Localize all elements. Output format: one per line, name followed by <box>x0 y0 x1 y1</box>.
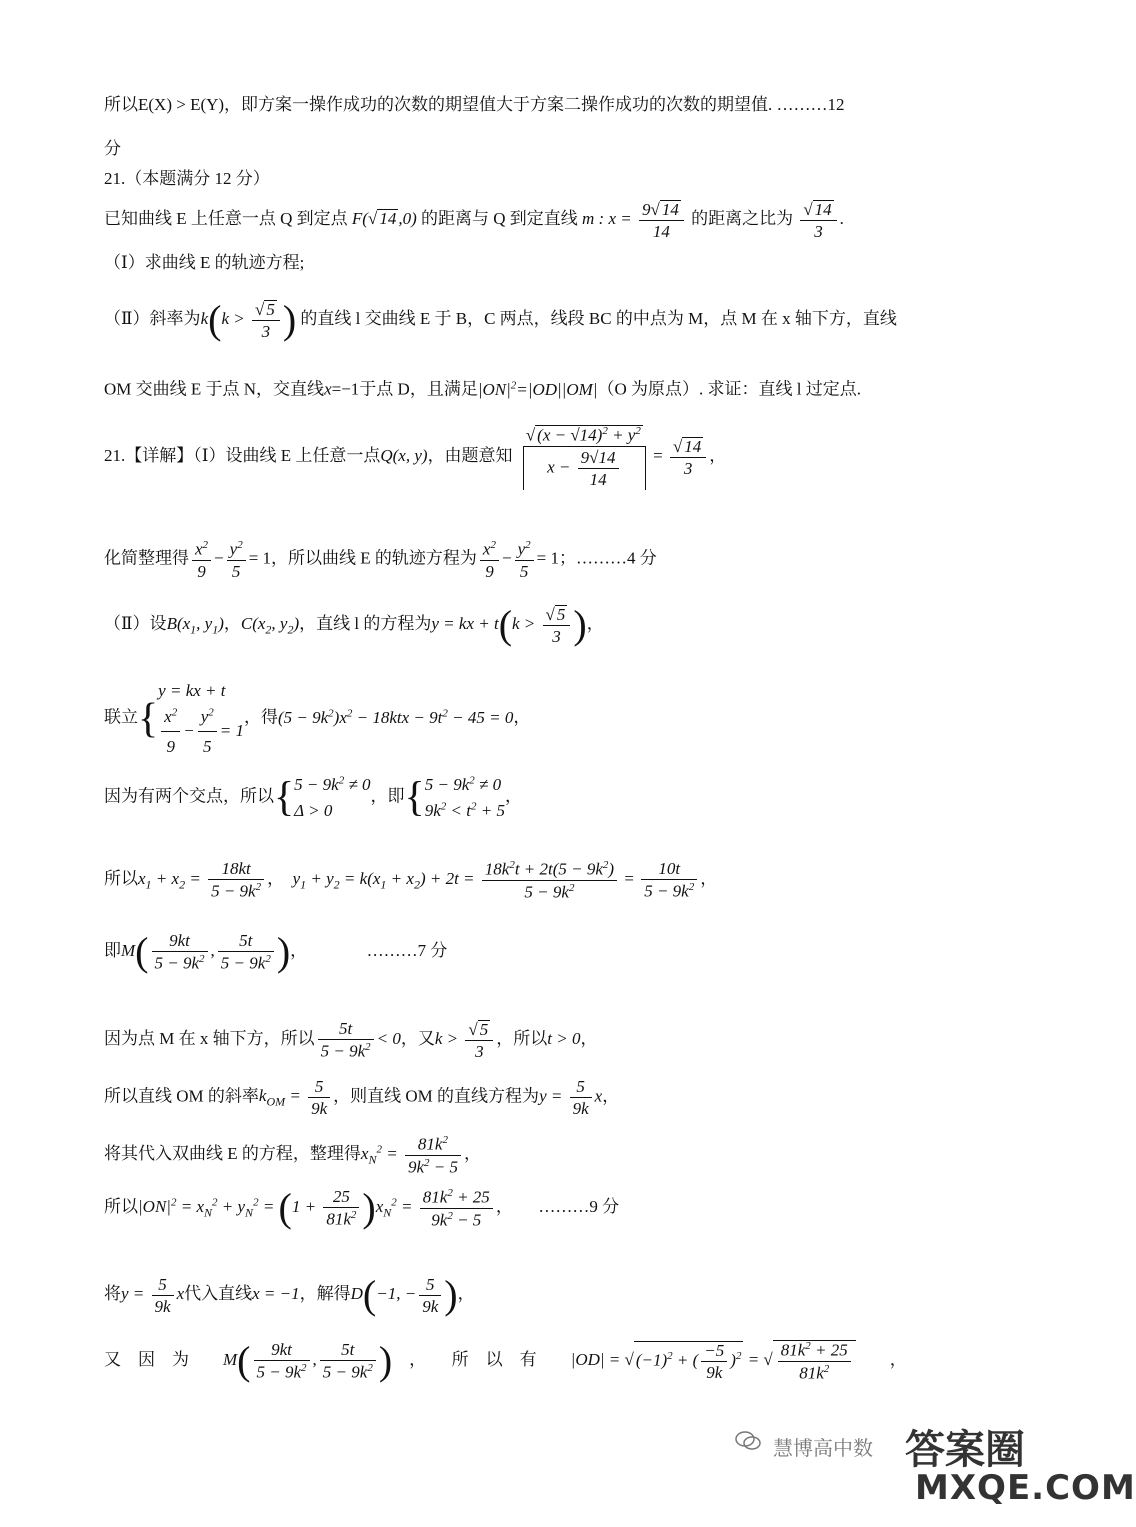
watermark-account: 慧博高中数 <box>773 1436 873 1460</box>
solution-head: 21.【详解】（Ⅰ）设曲线 E 上任意一点Q(x, y)，由题意知 √ $(x - √14)^2 + y^2$ x − $\frac{9√14}{14}$ = $\frac{√ 14}{3}$ ， <box>104 425 727 489</box>
od-line: 又 因 为 M( $\frac{9kt}{5 - 9k^2}$ , $\frac{5t}{5 - 9k^2}$ ) ， 所 以 有 |OD| = √ $(-1)^2$ + ( $\frac{-5}{9k}$ )$^2$ = √ $\frac{81k^2 + 25}{81k^2}$ ， <box>104 1338 907 1384</box>
wechat-icon <box>735 1430 763 1452</box>
distance-ratio-frac: √ $(x - √14)^2 + y^2$ x − $\frac{9√14}{14}$ <box>523 425 646 490</box>
substitute-line: 将其代入双曲线 E 的方程，整理得$x_N^2$ = $\frac{81k^2}{9k^2 - 5}$ ， <box>104 1134 481 1177</box>
below-axis-line: 因为点 M 在 x 轴下方，所以 $\frac{5t}{5 - 9k^2}$ < 0，又k > $\frac{√ 5}{3}$ ，所以t > 0， <box>104 1019 598 1061</box>
problem-statement: 已知曲线 E 上任意一点 Q 到定点 F(√ 14 ,0) 的距离与 Q 到定直线 m : x = $\frac{9√ 14}{14}$ 的距离之比为 $\frac{√ 14}{3}$ . <box>104 200 844 241</box>
conclusion-line-cont: 分 <box>104 139 121 158</box>
watermark-logo: 答案圈 <box>905 1427 1025 1473</box>
watermark <box>735 1420 1136 1527</box>
part2-line1: （Ⅱ）斜率为k(k > $\frac{√ 5}{3}$ ) 的直线 l 交曲线 E 于 B，C 两点，线段 BC 的中点为 M，点 M 在 x 轴下方，直线 <box>104 297 897 342</box>
sum-line: 所以$x_1 + x_2$ = $\frac{18kt}{5 - 9k^2}$ ， $y_1 + y_2 = k(x_1 + x_2) + 2t$ = $\frac{18k^2t + 2t(5 - 9k^2)}{5 - 9k^2}$ = $\frac{10t}{5 - 9k^2}$ ， <box>104 859 718 902</box>
problem-header: 21.（本题满分 12 分） <box>104 169 270 188</box>
part1: （Ⅰ）求曲线 E 的轨迹方程; <box>104 253 305 272</box>
two-points-line: 因为有两个交点，所以{ $5 - 9k^2 \ne 0$ Δ > 0 ，即{ $5 - 9k^2 \ne 0$ $9k^2 < t^2 + 5$ ， <box>104 774 522 821</box>
line-m: m : x = <box>582 208 636 228</box>
slope-line: 所以直线 OM 的斜率$k_{OM}$ = $\frac{5}{9k}$ ，则直线 OM 的直线方程为y = $\frac{5}{9k}$ x， <box>104 1077 620 1118</box>
simplify-line: 化简整理得 $\frac{x^2}{9}$ − $\frac{y^2}{5}$ = 1，所以曲线 E 的轨迹方程为 $\frac{x^2}{9}$ − $\frac{y^2}{5}$ = 1；………4 分 <box>104 539 657 581</box>
frac-sqrt5-3: $\frac{√ 5}{3}$ <box>252 300 280 340</box>
part2-setup: （Ⅱ）设$B(x_1$, $y_1$)，$C(x_2$, $y_2$)，直线 l 的方程为y = kx + t(k > $\frac{√ 5}{3}$ )， <box>104 602 604 647</box>
conclusion-text: 所以E(X) > E(Y)，即方案一操作成功的次数的期望值大于方案二操作成功的次数的期望值. ………12 <box>104 95 845 114</box>
frac-9sqrt14-14: $\frac{9√ 14}{14}$ <box>639 200 684 240</box>
frac-sqrt14-3: $\frac{√ 14}{3}$ <box>800 200 836 240</box>
d-point-line: 将y = $\frac{5}{9k}$ x代入直线x = −1，解得D(−1, − $\frac{5}{9k}$ )， <box>104 1272 475 1317</box>
lianli-line: 联立{ y = kx + t $\frac{x^2}{9}$ − $\frac{y^2}{5}$ = 1 ，得$(5 - 9k^2)x^2 - 18ktx - 9t^2 - 45 = 0$， <box>104 681 531 756</box>
conclusion-line <box>104 96 845 113</box>
point-f: F(√ 14 ,0) <box>351 208 417 228</box>
watermark-site: MXQE.COM <box>915 1468 1136 1508</box>
part2-line2: OM 交曲线 E 于点 N，交直线x=−1于点 D，且满足$|ON|^2=|OD||OM|(O$ 为原点）. 求证：直线 l 过定点. <box>104 379 861 399</box>
on-line: 所以$|ON|^2 = x_N^2 + y_N^2 = (1$ + $\frac{25}{81k^2}$ )$x_N^2$ = $\frac{81k^2 + 25}{9k^2 - 5}$ ， ………9 分 <box>104 1185 620 1231</box>
m-point-line: 即M( $\frac{9kt}{5 - 9k^2}$ , $\frac{5t}{5 - 9k^2}$ )， ………7 分 <box>104 929 448 974</box>
